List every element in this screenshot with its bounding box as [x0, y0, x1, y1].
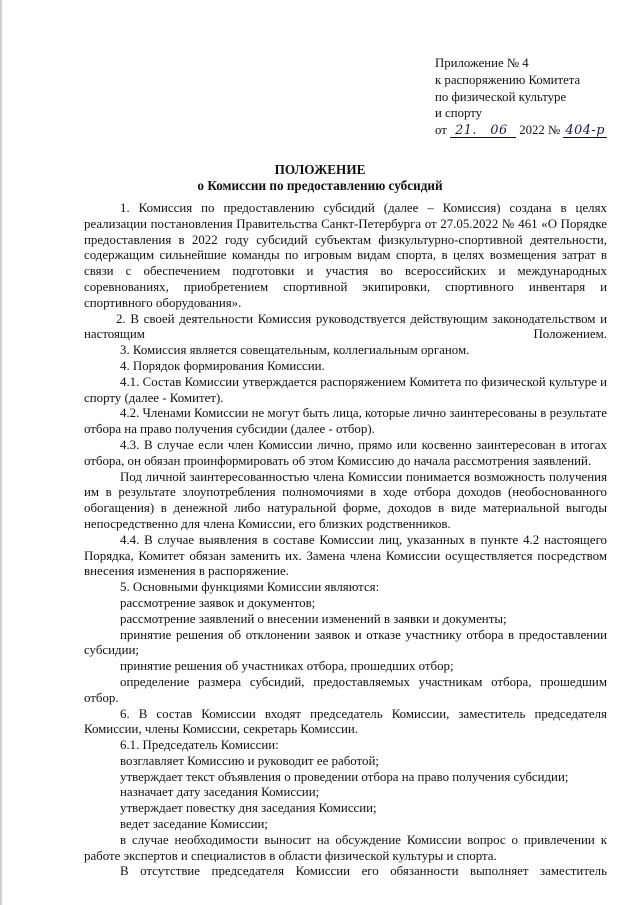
- document-body: [84, 201, 607, 880]
- chair-duty-lead: возглавляет Комиссию и руководит ее работой;: [120, 753, 379, 768]
- paragraph-1: 1. Комиссия по предоставлению субсидий (далее – Комиссия) создана в целях реализации постановления Правительства Санкт-Петербурга от 27.05.2022 № 461 «О Порядке предоставления в 2022 году субсидий субъектам физкультурно-спортивной деятельности, содержащим сильнейшие команды по игровым видам спорта, в целях возмещения затрат в связи с обеспечением подготовки и участия во всероссийских и международных соревнованиях, приобретением спортивной экипировки, спортивного инвентаря и спортивного оборудования».: [84, 201, 607, 310]
- document-title: ПОЛОЖЕНИЕ: [274, 162, 366, 177]
- chair-duty-agenda: утверждает повестку дня заседания Комиссии;: [120, 801, 377, 816]
- date-prefix: от: [435, 123, 447, 138]
- paragraph-chair-absence: В отсутствие председателя Комиссии его обязанности выполняет заместитель: [120, 864, 607, 879]
- chair-duty-experts: в случае необходимости выносит на обсуждение Комиссии вопрос о привлечении к работе экспертов и специалистов в области физической культуры и спорта.: [84, 832, 607, 863]
- paragraph-6: 6. В состав Комиссии входят председатель Комиссии, заместитель председателя Комиссии, члены Комиссии, секретарь Комиссии.: [84, 706, 607, 737]
- paragraph-4-1: 4.1. Состав Комиссии утверждается распоряжением Комитета по физической культуре и спорту (далее - Комитет).: [84, 374, 607, 405]
- paragraph-5: 5. Основными функциями Комиссии являются:: [120, 580, 380, 595]
- appendix-header: [435, 55, 625, 139]
- paragraph-4-2: 4.2. Членами Комиссии не могут быть лица, которые лично заинтересованы в результате отбора на право получения субсидии (далее - отбор).: [84, 406, 607, 437]
- chair-duty-announcement: утверждает текст объявления о проведении отбора на право получения субсидии;: [120, 769, 569, 784]
- paragraph-3: 3. Комиссия является совещательным, коллегиальным органом.: [120, 343, 470, 358]
- header-date-line: [435, 122, 625, 139]
- scan-edge-left: [0, 0, 3, 905]
- function-item-amount: определение размера субсидий, предоставляемых участникам отбора, прошедшим отбор.: [84, 674, 607, 705]
- header-line-committee: по физической культуре: [435, 89, 567, 104]
- handwritten-day: 21.: [450, 124, 482, 138]
- document-subtitle: о Комиссии по предоставлению субсидий: [197, 178, 443, 193]
- paragraph-4-3: 4.3. В случае если член Комиссии лично, прямо или косвенно заинтересован в итогах отбора, он обязан проинформировать об этом Комиссию до начала рассмотрения заявлений.: [84, 437, 607, 468]
- chair-duty-date: назначает дату заседания Комиссии;: [120, 785, 320, 800]
- handwritten-month: 06: [482, 124, 516, 138]
- function-item-review: рассмотрение заявок и документов;: [120, 595, 316, 610]
- header-line-appendix: Приложение № 4: [435, 56, 529, 70]
- function-item-changes: рассмотрение заявлений о внесении изменений в заявки и документы;: [120, 611, 507, 626]
- handwritten-order-number: 404-р: [563, 124, 607, 138]
- date-year: 2022 №: [519, 123, 561, 138]
- paragraph-2: 2. В своей деятельности Комиссия руководствуется действующим законодательством и настоящим Положением.: [84, 311, 607, 342]
- function-item-accept: принятие решения об участниках отбора, прошедших отбор;: [120, 659, 454, 674]
- paragraph-4-4: 4.4. В случае выявления в составе Комиссии лиц, указанных в пункте 4.2 настоящего Порядка, Комитет обязан заменить их. Замена члена Комиссии осуществляется посредством внесения изменения в распоряжение.: [84, 532, 607, 579]
- header-line-sport: и спорту: [435, 106, 483, 121]
- function-item-reject: принятие решения об отклонении заявок и отказе участнику отбора в предоставлении субсидии;: [84, 627, 607, 658]
- paragraph-interest-definition: Под личной заинтересованностью члена Комиссии понимается возможность получения им в результате злоупотребления полномочиями в ходе отбора доходов (необоснованного обогащения) в денежной либо натуральной форме, доходов в виде материальной выгоды непосредственно для члена Комиссии, его близких родственников.: [84, 469, 607, 531]
- header-line-order: к распоряжению Комитета: [435, 72, 581, 87]
- chair-duty-meeting: ведет заседание Комиссии;: [120, 817, 268, 832]
- paragraph-6-1: 6.1. Председатель Комиссии:: [120, 738, 279, 753]
- paragraph-4: 4. Порядок формирования Комиссии.: [120, 358, 325, 373]
